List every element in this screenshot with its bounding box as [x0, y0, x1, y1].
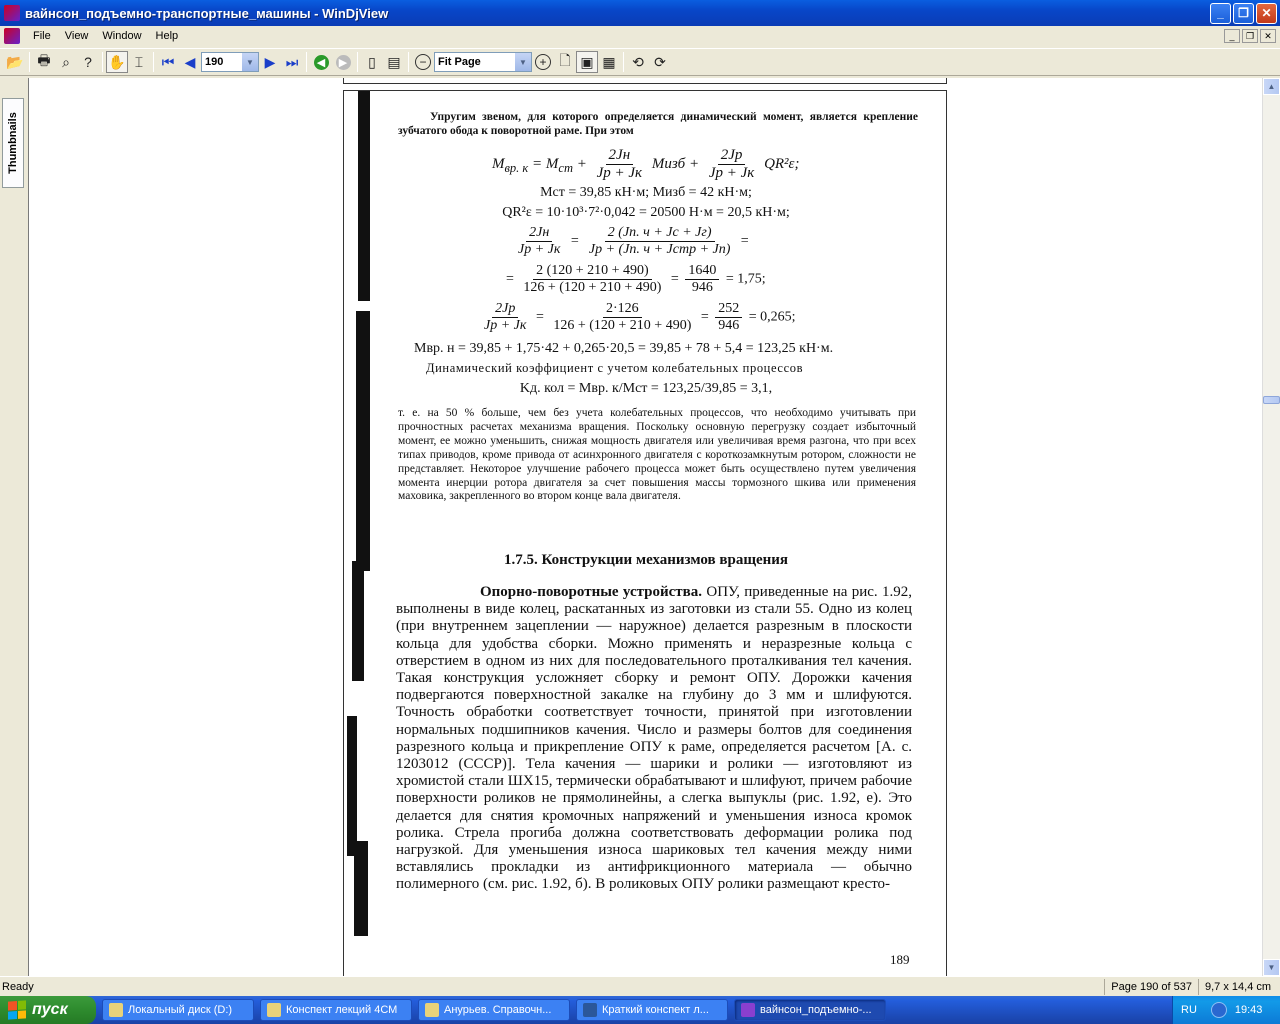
f6-den3: 946 — [718, 318, 740, 333]
select-tool-icon[interactable]: ⌶ — [134, 53, 144, 70]
fit-page-icon[interactable]: 🗋 — [559, 52, 571, 68]
scroll-up-icon[interactable]: ▲ — [1263, 78, 1280, 95]
open-folder-icon[interactable]: 📂 — [6, 53, 24, 70]
title-bar — [0, 0, 1280, 26]
section-heading: 1.7.5. Конструкции механизмов вращения — [503, 552, 789, 568]
vertical-scrollbar[interactable] — [1262, 78, 1280, 976]
f4-fraction-2 — [586, 225, 734, 258]
windjview-icon — [741, 1003, 755, 1017]
f5-fraction-1 — [520, 263, 664, 296]
paragraph-small: т. е. на 50 % больше, чем без учета колебательных процессов, что необходимо учитывать при прочностных расчетах механизма вращения. Поскольку основную перегрузку создает избыточный момент, ее можно уменьшить, снижая мощность двигателя или увеличивая время разгона, что при всех типах приводов, кроме привода от асинхронного двигателя с короткозамкнутым ротором, сложности не представляет. Некоторое улучшение рабочего процесса может быть осуществлено путем увеличения момента инерции ротора двигателя за счет повышения массы тормозного шкива или применения маховика, закрепленного во втором конце вала двигателя. — [398, 407, 916, 503]
f5-result: = 1,75; — [725, 271, 766, 287]
zoom-combo[interactable] — [434, 52, 532, 72]
f1-fraction-2 — [706, 147, 757, 182]
f1-frac1-num: 2Jн — [606, 147, 634, 165]
zoom-in-icon: + — [535, 54, 551, 70]
formula-8: Динамический коэффициент с учетом колебательных процессов — [426, 361, 804, 375]
continuous-page-icon[interactable]: ▤ — [387, 53, 401, 70]
menu-view[interactable]: View — [64, 30, 89, 42]
zoom-value: Fit Page — [438, 56, 481, 68]
thumbnails-tab-label: Thumbnails — [7, 112, 20, 174]
toolbar-separator — [357, 52, 358, 72]
task-lecture-notes-folder[interactable] — [260, 999, 412, 1021]
mdi-controls — [1224, 29, 1276, 43]
f4-fraction-1 — [515, 225, 563, 258]
formula-2: Mст = 39,85 кН·м; Mизб = 42 кН·м; — [540, 185, 752, 200]
status-page-info: Page 190 of 537 — [1104, 979, 1198, 995]
scan-smear — [347, 716, 357, 856]
scan-smear — [356, 311, 370, 571]
f1-lhs-sub: вр. к — [504, 160, 529, 175]
document-icon[interactable] — [4, 28, 20, 44]
paragraph-body: ОПУ, приведенные на рис. 1.92, выполнены в виде колец, раскатанных из заготовки из стали 55. Одно из колец (при внутреннем зацеплении — наружное) делается разрезным в плоскости кольца для удобства сборки. Можно применять и неразрезные кольца с отверстием в одном из них для последовательного проталкивания тел качения. Такая конструкция усложняет сборку и ремонт ОПУ. Дорожки качения подвергаются поверхностной закалке на глубину до 3 мм и шлифуются. Точность обработки соответствует точности, принятой при изготовлении нормальных подшипников качения. Число и размеры болтов для соединения разрезного кольца и прикрепление ОПУ к раме, определяется расчетом [А. с. 1203012 (СССР)]. Тела качения — шарики и ролики — изготовляют из хромистой стали ШХ15, термически обрабатывают и шлифуют, причем рабочие поверхности роликов не прямолинейны, а слегка выпуклы (рис. 1.92, е). Это делается для снятия кромочных напряжений и уменьшения износа кромок ролика. Стрела прогиба должна соответствовать деформации ролика под нагрузкой. Для уменьшения износа шариковых тел качения между ними вставлялись прокладки из антифрикционного материала — обычно полимерного (см. рис. 1.92, б). В роликовых ОПУ ролики размещают кресто- — [396, 584, 912, 893]
paragraph-lead: Опорно-поворотные устройства. — [480, 584, 703, 600]
scroll-down-icon[interactable]: ▼ — [1263, 959, 1280, 976]
paragraph-main — [396, 584, 912, 894]
task-label: вайнсон_подъемно-... — [760, 1004, 872, 1016]
toolbar-separator — [623, 52, 624, 72]
f5-den2: 946 — [691, 280, 713, 295]
formula-4: $\frac{2Jн}{Jр + Jк}$ = $\frac{2 (Jп. ч + Jс + Jг)}{\text{Jр + (Jп. ч + Jстр + Jп)}}$ = — [512, 225, 749, 258]
task-local-disk[interactable] — [102, 999, 254, 1021]
hand-tool-icon[interactable]: ✋ — [106, 51, 128, 73]
toolbar — [0, 48, 1280, 76]
menu-bar — [0, 26, 1280, 46]
f1-frac2-num: 2Jр — [718, 147, 746, 165]
f5-fraction-2 — [685, 263, 719, 296]
document-viewport[interactable] — [28, 78, 1262, 976]
f1-lhs: M — [492, 155, 505, 172]
toolbar-separator — [29, 52, 30, 72]
f6-num3: 252 — [715, 301, 742, 318]
back-button[interactable] — [310, 51, 332, 73]
chevron-down-icon[interactable]: ▼ — [242, 53, 258, 71]
task-windjview[interactable] — [734, 999, 886, 1021]
f1-mid: Mизб + — [651, 155, 700, 172]
task-brief-notes[interactable] — [576, 999, 728, 1021]
task-label: Краткий конспект л... — [602, 1004, 709, 1016]
f5-num2: 1640 — [685, 263, 719, 280]
f4-den2: Jр + (Jп. ч + Jстр + Jп) — [588, 242, 731, 257]
task-label: Конспект лекций 4СМ — [286, 1004, 398, 1016]
app-icon — [4, 5, 20, 21]
sidebar — [0, 78, 26, 976]
menu-help[interactable]: Help — [155, 30, 179, 42]
rotate-right-icon[interactable]: ⟳ — [654, 53, 666, 70]
word-icon — [583, 1003, 597, 1017]
toolbar-separator — [306, 52, 307, 72]
page-number: 189 — [890, 952, 910, 967]
f6-den2: 126 + (120 + 210 + 490) — [553, 318, 692, 333]
single-page-icon[interactable]: ▯ — [368, 53, 376, 70]
folder-icon — [425, 1003, 439, 1017]
f5-den1: 126 + (120 + 210 + 490) — [523, 280, 662, 295]
document-page — [343, 90, 947, 976]
find-icon[interactable]: ⌕ — [62, 53, 70, 70]
first-page-icon[interactable]: ⏮ — [161, 53, 175, 70]
f1-frac2-den: Jр + Jк — [708, 165, 755, 181]
task-anuriev[interactable] — [418, 999, 570, 1021]
f1-st: ст — [558, 160, 573, 175]
f1-frac1-den: Jр + Jк — [596, 165, 643, 181]
f1-fraction-1 — [594, 147, 645, 182]
status-ready: Ready — [2, 980, 34, 993]
menu-file[interactable]: File — [33, 30, 51, 42]
formula-1 — [492, 147, 799, 182]
toolbar-separator — [408, 52, 409, 72]
page-number-value: 190 — [205, 56, 224, 68]
f4-den1: Jр + Jк — [518, 242, 561, 257]
f4-num1: 2Jн — [526, 225, 552, 242]
display-mask-icon[interactable]: ▦ — [602, 53, 616, 70]
task-label: Анурьев. Справочн... — [444, 1004, 552, 1016]
thumbnails-tab[interactable] — [2, 98, 24, 188]
system-tray — [1172, 996, 1280, 1024]
close-button[interactable]: ✕ — [1256, 3, 1277, 24]
next-page-icon[interactable]: ▶ — [264, 53, 276, 70]
display-color-icon[interactable]: ▣ — [576, 51, 598, 73]
drive-icon — [109, 1003, 123, 1017]
previous-page-icon[interactable]: ◀ — [184, 53, 196, 70]
f6-fraction-3 — [715, 301, 742, 334]
rotate-left-icon[interactable]: ⟲ — [632, 53, 644, 70]
page-number-combo[interactable] — [201, 52, 259, 72]
formula-3: QR²ε = 10·10³·7²·0,042 = 20500 Н·м = 20,5 кН·м; — [502, 205, 790, 220]
f5-num1: 2 (120 + 210 + 490) — [533, 263, 652, 280]
f6-fraction-1 — [481, 301, 529, 334]
clock: 19:43 — [1234, 1004, 1263, 1016]
formula-6: $\frac{2Jр}{Jр + Jк}$ = $\frac{2\cdot 126}{126 + (120 + 210 + 490)}$ = $\frac{252}{946}$ = 0,265; — [478, 301, 796, 334]
status-size-info: 9,7 x 14,4 cm — [1198, 979, 1280, 995]
intro-text: Упругим звеном, для которого определяется динамический момент, является крепление зубчатого обода к поворотной раме. При этом — [398, 111, 918, 137]
chevron-down-icon[interactable]: ▼ — [515, 53, 531, 71]
f4-num2: 2 (Jп. ч + Jс + Jг) — [605, 225, 715, 242]
forward-button[interactable] — [332, 51, 354, 73]
formula-7: Mвр. н = 39,85 + 1,75·42 + 0,265·20,5 = 39,85 + 78 + 5,4 = 123,25 кН·м. — [414, 341, 834, 356]
f1-end: QR²ε; — [764, 155, 800, 172]
zoom-out-icon: − — [415, 54, 431, 70]
folder-icon — [267, 1003, 281, 1017]
zoom-out-button[interactable] — [412, 51, 434, 73]
windows-logo-icon — [8, 1000, 26, 1019]
f6-fraction-2 — [550, 301, 694, 334]
f6-num1: 2Jр — [492, 301, 518, 318]
status-bar — [0, 976, 1280, 996]
start-label: пуск — [32, 1001, 68, 1018]
tray-network-icon[interactable] — [1211, 1002, 1227, 1018]
f6-result: = 0,265; — [748, 309, 796, 325]
formula-5: = $\frac{2 (120 + 210 + 490)}{126 + (120 + 210 + 490)}$ = $\frac{1640}{946}$ = 1,75; — [506, 263, 766, 295]
formula-9: Kд. кол = Mвр. к/Mст = 123,25/39,85 = 3,1, — [519, 381, 773, 396]
zoom-in-button[interactable] — [532, 51, 554, 73]
menu-window[interactable]: Window — [102, 30, 142, 42]
restore-button[interactable]: ❐ — [1233, 3, 1254, 24]
language-indicator[interactable]: RU — [1181, 1004, 1197, 1016]
f6-num2: 2·126 — [603, 301, 642, 318]
print-icon[interactable]: 🖶 — [37, 52, 51, 68]
back-icon: ◀ — [314, 55, 329, 70]
scan-smear — [352, 561, 364, 681]
help-icon[interactable]: ? — [84, 54, 92, 70]
f6-den1: Jр + Jк — [484, 318, 527, 333]
forward-icon: ▶ — [336, 55, 351, 70]
task-label: Локальный диск (D:) — [128, 1004, 233, 1016]
scroll-thumb[interactable] — [1263, 396, 1280, 404]
toolbar-separator — [153, 52, 154, 72]
mdi-restore-icon[interactable]: ❐ — [1242, 29, 1258, 43]
mdi-minimize-icon[interactable]: _ — [1224, 29, 1240, 43]
last-page-icon[interactable]: ⏭ — [285, 53, 299, 70]
minimize-button[interactable]: _ — [1210, 3, 1231, 24]
previous-page-edge — [343, 78, 947, 84]
mdi-close-icon[interactable]: ✕ — [1260, 29, 1276, 43]
window-title: вайнсон_подъемно-транспортные_машины - WinDjView — [25, 5, 389, 21]
start-button[interactable] — [0, 996, 96, 1024]
scan-smear — [354, 841, 368, 936]
toolbar-separator — [102, 52, 103, 72]
f1-eq: = M — [532, 155, 559, 172]
f1-plus: + — [576, 155, 587, 172]
taskbar — [0, 996, 1280, 1024]
